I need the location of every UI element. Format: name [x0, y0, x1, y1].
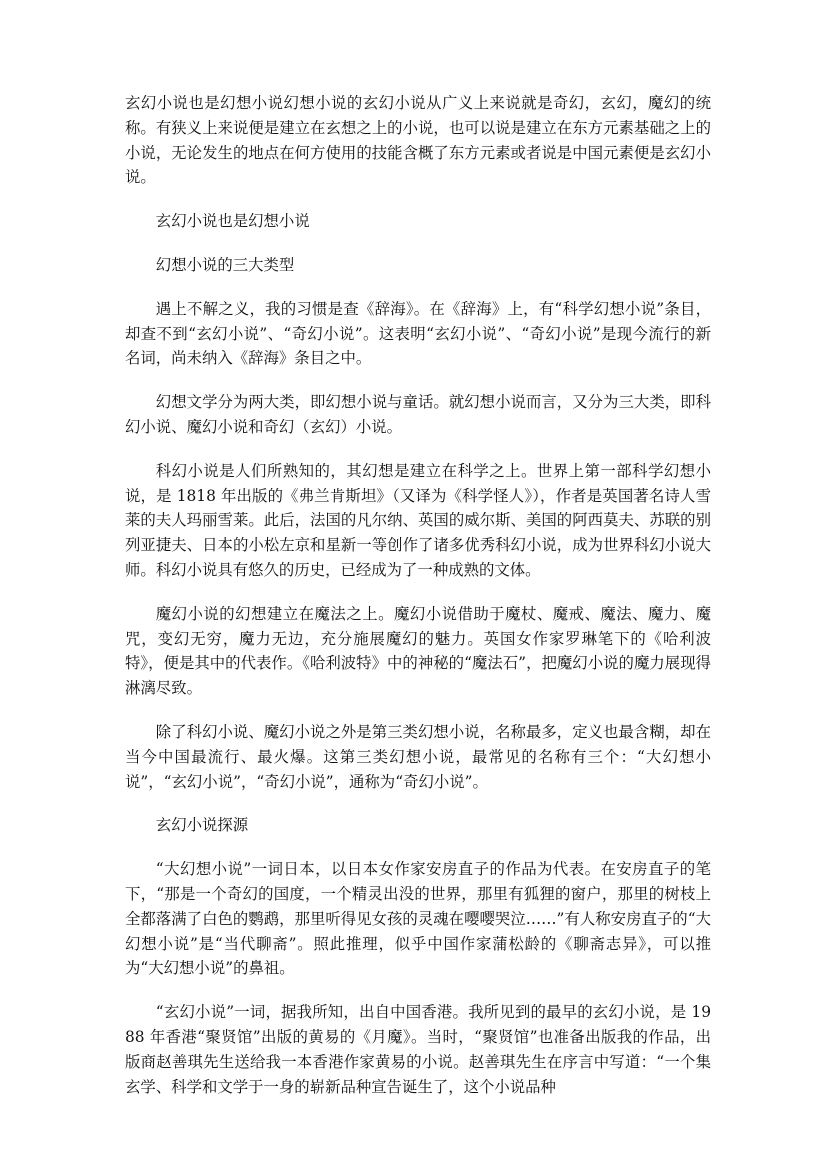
paragraph-two-categories: 幻想文学分为两大类，即幻想小说与童话。就幻想小说而言，又分为三大类，即科幻小说、魔幻小说和奇幻（玄幻）小说。 [125, 393, 711, 436]
paragraph-big-fantasy: “大幻想小说”一词日本，以日本女作家安房直子的作品为代表。在安房直子的笔下，“那是一个奇幻的国度，一个精灵出没的世界，那里有狐狸的窗户，那里的树枝上全都落满了白色的鹦鹉，那里听得见女孩的灵魂在嘤嘤哭泣……”有人称安房直子的“大幻想小说”是“当代聊斋”。照此推理，似乎中国作家蒲松龄的《聊斋志异》，可以推为“大幻想小说”的鼻祖。 [125, 860, 711, 978]
paragraph-sci-fi: 科幻小说是人们所熟知的，其幻想是建立在科学之上。世界上第一部科学幻想小说，是 1818 年出版的《弗兰肯斯坦》（又译为《科学怪人》），作者是英国著名诗人雪莱的夫人玛丽雪莱。此后，法国的凡尔纳、英国的威尔斯、美国的阿西莫夫、苏联的别列亚捷夫、日本的小松左京和星新一等创作了诸多优秀科幻小说，成为世界科幻小说大师。科幻小说具有悠久的历史，已经成为了一种成熟的文体。 [125, 461, 711, 579]
document-page [125, 91, 711, 1118]
paragraph-xuanhuan-origin: “玄幻小说”一词，据我所知，出自中国香港。我所见到的最早的玄幻小说，是 1988 年香港“聚贤馆”出版的黄易的《月魔》。当时，“聚贤馆”也准备出版我的作品，出版商赵善琪先生送给我一本香港作家黄易的小说。赵善琪先生在序言中写道：“一个集玄学、科学和文学于一身的崭新品种宣告诞生了，这个小说品种 [125, 1003, 711, 1096]
heading-fantasy-novel: 玄幻小说也是幻想小说 [155, 212, 310, 231]
heading-origin: 玄幻小说探源 [155, 816, 249, 835]
paragraph-cihai: 遇上不解之义，我的习惯是查《辞海》。在《辞海》上，有“科学幻想小说”条目，却查不到“玄幻小说”、“奇幻小说”。这表明“玄幻小说”、“奇幻小说”是现今流行的新名词，尚未纳入《辞海》条目之中。 [125, 299, 711, 368]
paragraph-third-type: 除了科幻小说、魔幻小说之外是第三类幻想小说，名称最多，定义也最含糊，却在当今中国最流行、最火爆。这第三类幻想小说，最常见的名称有三个：“大幻想小说”，“玄幻小说”，“奇幻小说”，通称为“奇幻小说”。 [125, 722, 711, 791]
heading-three-types: 幻想小说的三大类型 [155, 255, 295, 274]
paragraph-intro: 玄幻小说也是幻想小说幻想小说的玄幻小说从广义上来说就是奇幻，玄幻，魔幻的统称。有狭义上来说便是建立在玄想之上的小说，也可以说是建立在东方元素基础之上的小说，无论发生的地点在何方使用的技能含概了东方元素或者说是中国元素便是玄幻小说。 [125, 94, 711, 187]
paragraph-magic: 魔幻小说的幻想建立在魔法之上。魔幻小说借助于魔杖、魔戒、魔法、魔力、魔咒，变幻无穷，魔力无边，充分施展魔幻的魅力。英国女作家罗琳笔下的《哈利波特》，便是其中的代表作。《哈利波特》中的神秘的“魔法石”，把魔幻小说的魔力展现得淋漓尽致。 [125, 604, 711, 698]
